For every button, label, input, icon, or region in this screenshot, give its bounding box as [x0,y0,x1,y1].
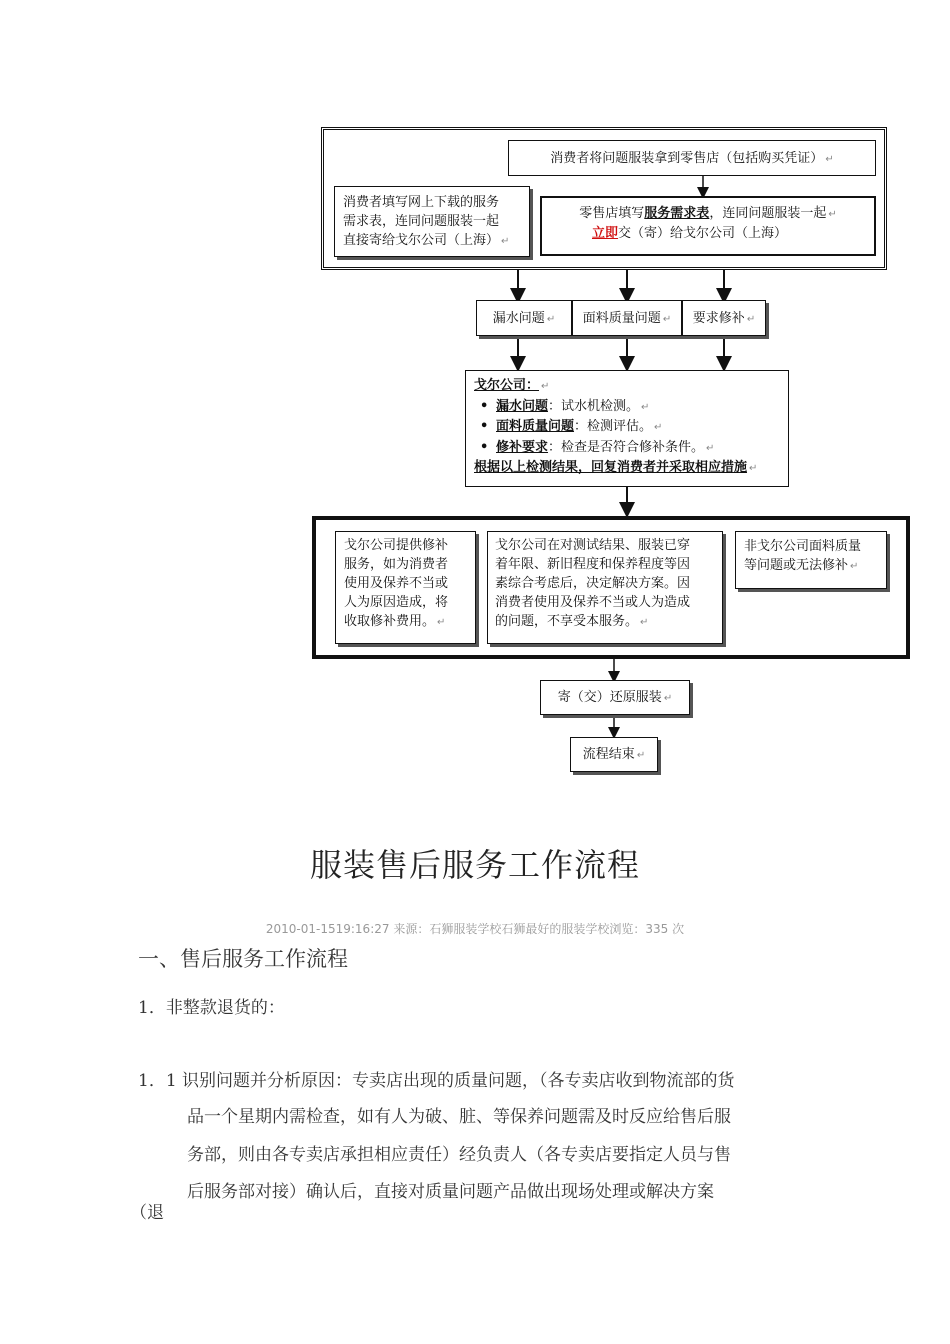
outcome-decision-box: 戈尔公司在对测试结果、服装已穿 着年限、新旧程度和保养程度等因 素综合考虑后，决定解决方案。因 消费者使用及保养不当或人为造成 的问题，不享受本服务。 ↵ [487,531,723,644]
return-garment-box: 寄（交）还原服装 ↵ [540,680,690,715]
flow-retail-box: 零售店填写服务需求表，连同问题服装一起 ↵ 立即交（寄）给戈尔公司（上海） [540,196,876,256]
gore-inspection-box: 戈尔公司： ↵ • 漏水问题：试水机检测。 ↵ • 面料质量问题：检测评估。 ↵ • 修补要求：检查是否符合修补条件。 ↵ 根据以上检测结果，回复消费者并采取相应措施 ↵ [465,370,789,487]
page-title: 服装售后服务工作流程 [309,846,640,884]
item-1-1-line-2: 品一个星期内需检查，如有人为破、脏、等保养问题需及时反应给售后服 [187,1107,731,1127]
flow-end-box: 流程结束 ↵ [570,737,658,772]
gore-item-repair: • 修补要求：检查是否符合修补条件。 ↵ [496,438,780,459]
category-repair-box: 要求修补 ↵ [682,300,766,336]
outcome-repair-service-box: 戈尔公司提供修补 服务，如为消费者 使用及保养不当或 人为原因造成，将 收取修补费用。 ↵ [335,531,476,644]
section-heading-1: 一、售后服务工作流程 [138,947,348,971]
gore-item-fabric: • 面料质量问题：检测评估。 ↵ [496,417,780,438]
article-meta [0,920,950,937]
meta-source: 来源：石狮服装学校石狮最好的服装学校浏览： [393,922,646,936]
item-1-1-line-3: 务部，则由各专卖店承担相应责任）经负责人（各专卖店要指定人员与售 [187,1145,731,1165]
item-1-1-line-4: 后服务部对接）确认后，直接对质量问题产品做出现场处理或解决方案 [187,1182,714,1202]
item-1-1-first-line: 1．1 识别问题并分析原因：专卖店出现的质量问题，（各专卖店收到物流部的货 [138,1071,735,1091]
item-1: 1．非整款退货的： [138,998,285,1018]
outcome-not-gore-box: 非戈尔公司面料质量 等问题或无法修补 ↵ [735,531,887,589]
item-1-1-tail: （退 [130,1203,164,1223]
flow-step1-box: 消费者将问题服装拿到零售店（包括购买凭证） ↵ [508,140,876,176]
category-fabric-box: 面料质量问题 ↵ [572,300,682,336]
flow-consumer-mail-box: 消费者填写网上下载的服务 需求表，连同问题服装一起 直接寄给戈尔公司（上海） ↵ [334,186,530,257]
meta-views: 335 [645,922,669,936]
category-leak-box: 漏水问题 ↵ [476,300,572,336]
meta-date: 2010-01-1519:16:27 [265,922,390,936]
meta-unit: 次 [672,922,685,936]
flow-step1-text: 消费者将问题服装拿到零售店（包括购买凭证） [550,151,824,166]
gore-item-leak: • 漏水问题：试水机检测。 ↵ [496,397,780,418]
gore-inspection-list [474,397,780,459]
